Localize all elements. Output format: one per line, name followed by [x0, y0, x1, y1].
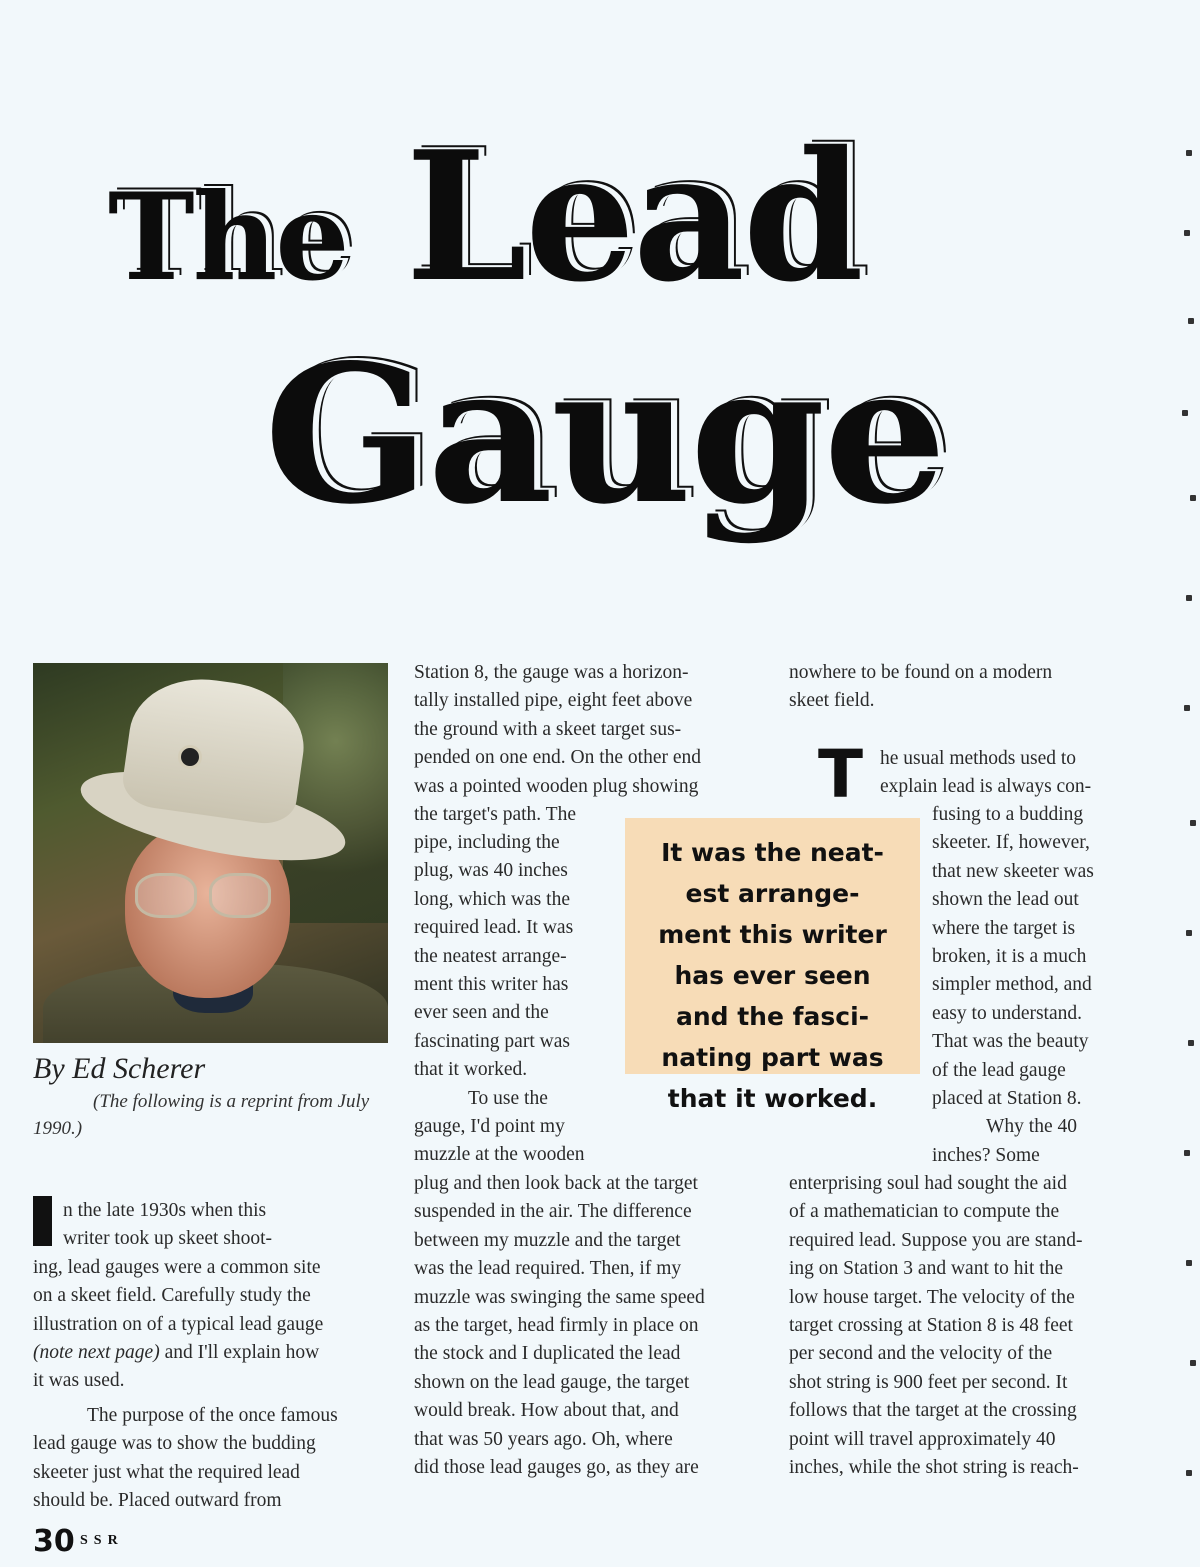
body-line: it was used.	[33, 1370, 125, 1392]
body-line: long, which was the	[414, 888, 570, 910]
article-title-line-2: Gauge	[264, 323, 945, 546]
body-line: the neatest arrange-	[414, 945, 567, 967]
body-line: tally installed pipe, eight feet above	[414, 690, 693, 712]
body-line: plug and then look back at the target	[414, 1173, 698, 1194]
note-next-page: (note next page)	[33, 1341, 160, 1363]
body-line: fascinating part was	[414, 1030, 570, 1052]
body-line: ment this writer has	[414, 973, 569, 995]
drop-cap-t: T	[818, 736, 864, 813]
body-line: inches? Some	[932, 1144, 1040, 1166]
column-3-bottom	[789, 1170, 1149, 1482]
body-line: plug, was 40 inches	[414, 860, 568, 882]
body-line: The purpose of the once famous	[87, 1404, 338, 1426]
body-line: fusing to a budding	[932, 804, 1084, 825]
body-line: illustration on of a typical lead gauge	[33, 1313, 324, 1335]
body-line: ever seen and the	[414, 1002, 549, 1024]
body-line: explain lead is always con-	[880, 776, 1092, 798]
reprint-note: (The following is a reprint from July 1990.)	[33, 1091, 370, 1139]
pull-quote-line: and the fasci-	[675, 1002, 870, 1031]
body-line: skeeter just what the required lead	[33, 1461, 300, 1483]
body-line: he usual methods used to	[880, 748, 1077, 769]
body-line: point will travel approximately 40	[789, 1428, 1056, 1450]
body-line: of the lead gauge	[932, 1059, 1066, 1081]
column-3-drop	[880, 745, 1150, 802]
body-line: suspended in the air. The difference	[414, 1201, 692, 1223]
body-line: shown on the lead gauge, the target	[414, 1371, 690, 1393]
title-word-the: The	[108, 167, 348, 308]
body-line: n the late 1930s when this	[63, 1200, 267, 1221]
body-line: To use the	[468, 1087, 548, 1109]
page-number: 30	[33, 1524, 75, 1559]
body-line: nowhere to be found on a modern	[789, 662, 1053, 683]
body-line: that was 50 years ago. Oh, where	[414, 1428, 673, 1450]
body-line: as the target, head firmly in place on	[414, 1314, 699, 1336]
column-1	[33, 1197, 393, 1515]
body-line: the target's path. The	[414, 803, 576, 825]
pull-quote-line: est arrange-	[685, 879, 860, 908]
pull-quote-line: has ever seen	[674, 961, 871, 990]
body-line: skeet field.	[789, 690, 875, 712]
body-line: between my muzzle and the target	[414, 1229, 681, 1251]
column-2-top	[414, 659, 774, 829]
body-line: shown the lead out	[932, 889, 1079, 911]
article-title-line-1	[108, 112, 862, 321]
body-line: broken, it is a much	[932, 945, 1087, 967]
body-line: was a pointed wooden plug showing	[414, 775, 699, 797]
title-word-lead: Lead	[405, 112, 862, 321]
byline: By Ed Scherer	[33, 1052, 206, 1085]
body-line: did those lead gauges go, as they are	[414, 1456, 699, 1478]
pull-quote-line: that it worked.	[667, 1084, 878, 1113]
column-2-mid	[414, 829, 614, 1170]
body-line: required lead. It was	[414, 917, 574, 939]
body-line: skeeter. If, however,	[932, 832, 1090, 854]
body-line: per second and the velocity of the	[789, 1343, 1053, 1365]
body-line: Station 8, the gauge was a horizon-	[414, 662, 689, 683]
body-line: should be. Placed outward from	[33, 1489, 282, 1511]
body-line: that new skeeter was	[932, 860, 1094, 882]
body-line: of a mathematician to compute the	[789, 1201, 1060, 1223]
body-line: muzzle was swinging the same speed	[414, 1286, 705, 1308]
body-line: simpler method, and	[932, 974, 1092, 996]
body-line: ing, lead gauges were a common site	[33, 1256, 321, 1278]
body-line: follows that the target at the crossing	[789, 1400, 1077, 1422]
pull-quote-line: It was the neat-	[661, 838, 884, 867]
body-line: (note next page) and I'll explain how	[33, 1341, 320, 1363]
magazine-name: SSR	[80, 1533, 124, 1548]
body-line: was the lead required. Then, if my	[414, 1258, 682, 1280]
column-3-top	[789, 659, 1149, 716]
body-line: Why the 40	[986, 1116, 1077, 1138]
body-line: ing on Station 3 and want to hit the	[789, 1258, 1064, 1280]
body-line: lead gauge was to show the budding	[33, 1433, 316, 1455]
column-2-bottom	[414, 1170, 774, 1482]
body-line: easy to understand.	[932, 1002, 1083, 1024]
body-line: required lead. Suppose you are stand-	[789, 1229, 1083, 1251]
body-line: on a skeet field. Carefully study the	[33, 1285, 311, 1307]
body-line: muzzle at the wooden	[414, 1144, 585, 1166]
body-line: inches, while the shot string is reach-	[789, 1456, 1079, 1478]
pull-quote	[625, 818, 920, 1113]
author-photo	[33, 663, 388, 1043]
pull-quote-line: nating part was	[661, 1043, 884, 1072]
pull-quote-line: ment this writer	[658, 920, 887, 949]
body-line: shot string is 900 feet per second. It	[789, 1371, 1068, 1393]
body-line: pended on one end. On the other end	[414, 747, 701, 769]
body-line: that it worked.	[414, 1059, 528, 1081]
body-line: gauge, I'd point my	[414, 1115, 565, 1137]
body-line: pipe, including the	[414, 832, 560, 853]
body-line: the stock and I duplicated the lead	[414, 1343, 681, 1365]
body-line: where the target is	[932, 917, 1076, 939]
body-line: That was the beauty	[932, 1031, 1089, 1053]
body-line: writer took up skeet shoot-	[63, 1228, 273, 1250]
column-3-mid	[932, 801, 1152, 1170]
body-line: the ground with a skeet target sus-	[414, 718, 682, 740]
body-line: placed at Station 8.	[932, 1087, 1082, 1109]
body-line: target crossing at Station 8 is 48 feet	[789, 1314, 1073, 1336]
body-line: enterprising soul had sought the aid	[789, 1173, 1067, 1194]
body-line: low house target. The velocity of the	[789, 1286, 1075, 1308]
body-line: would break. How about that, and	[414, 1400, 679, 1422]
